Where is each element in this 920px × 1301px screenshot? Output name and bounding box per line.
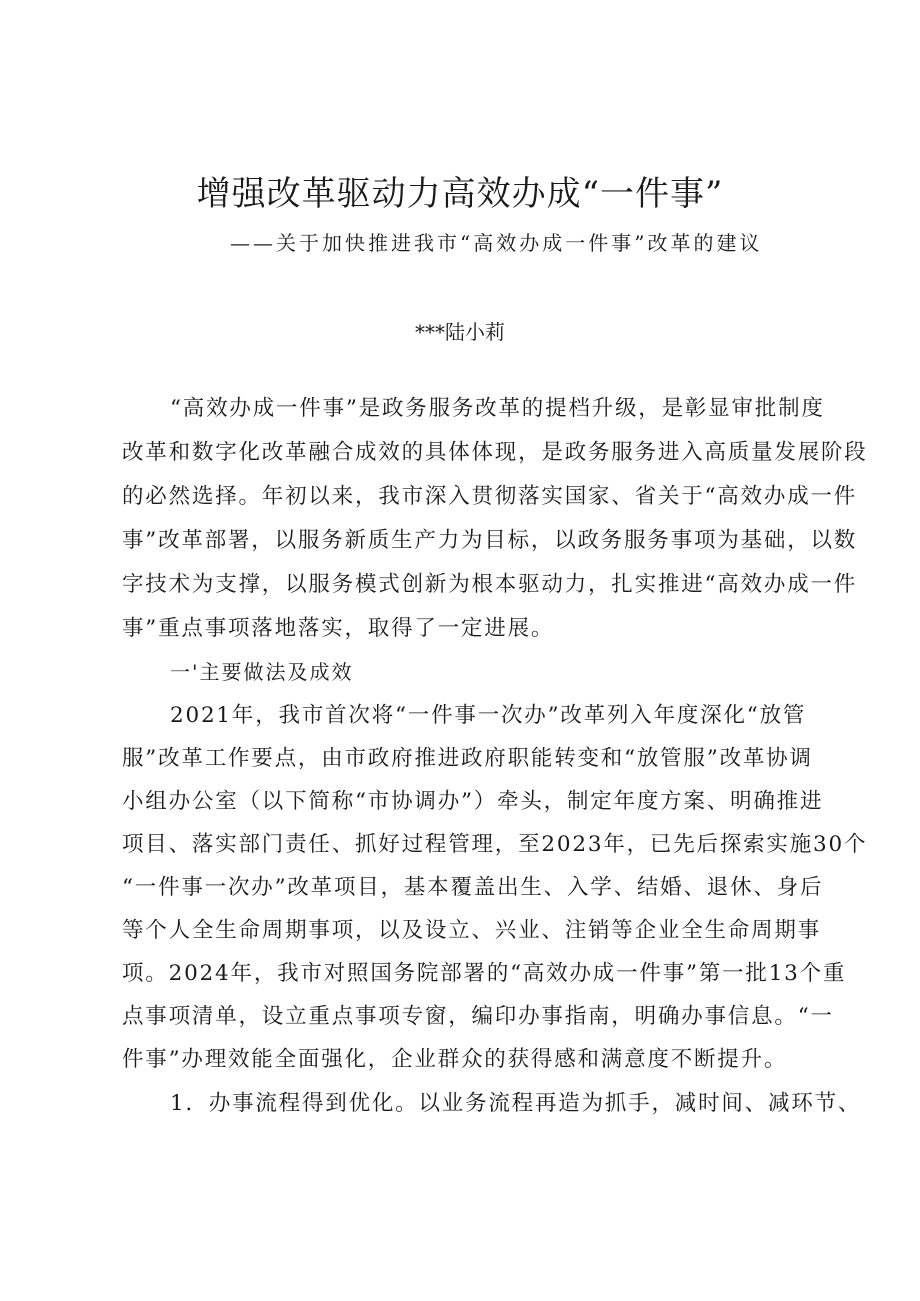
paragraph-line: 改革和数字化改革融合成效的具体体现，是政务服务进入高质量发展阶段 — [122, 440, 868, 465]
paragraph-line: 件事”办理效能全面强化，企业群众的获得感和满意度不断提升。 — [122, 1047, 788, 1072]
document-subtitle: ——关于加快推进我市“高效办成一件事”改革的建议 — [230, 231, 763, 255]
paragraph-line: 的必然选择。年初以来，我市深入贯彻落实国家、省关于“高效办成一件 — [122, 484, 858, 509]
paragraph-line: “一件事一次办”改革项目，基本覆盖出生、入学、结婚、退休、身后 — [122, 875, 824, 900]
paragraph-line: 事”改革部署，以服务新质生产力为目标，以政务服务事项为基础，以数 — [122, 528, 858, 553]
paragraph-line: 等个人全生命周期事项，以及设立、兴业、注销等企业全生命周期事 — [122, 918, 822, 943]
author-line: ***陆小莉 — [415, 320, 505, 344]
paragraph-line: 事”重点事项落地落实，取得了一定进展。 — [122, 616, 555, 641]
paragraph-line: 项目、落实部门责任、抓好过程管理，至2023年，已先后探索实施30个 — [122, 832, 868, 857]
paragraph-line: “高效办成一件事”是政务服务改革的提档升级，是彰显审批制度 — [170, 396, 825, 421]
paragraph-line: 点事项清单，设立重点事项专窗，编印办事指南，明确办事信息。“一 — [122, 1004, 834, 1029]
paragraph-line: 项。2024年，我市对照国务院部署的“高效办成一件事”第一批13个重 — [122, 961, 847, 986]
document-title: 增强改革驱动力高效办成“一件事” — [196, 174, 724, 214]
section-heading: 一'主要做法及成效 — [170, 660, 354, 684]
paragraph-line: 1．办事流程得到优化。以业务流程再造为抓手，减时间、减环节、 — [170, 1091, 862, 1116]
paragraph-line: 服”改革工作要点，由市政府推进政府职能转变和“放管服”改革协调 — [122, 746, 813, 771]
paragraph-line: 小组办公室（以下简称“市协调办”）牵头，制定年度方案、明确推进 — [122, 789, 824, 814]
paragraph-line: 字技术为支撑，以服务模式创新为根本驱动力，扎实推进“高效办成一件 — [122, 572, 858, 597]
paragraph-line: 2021年，我市首次将“一件事一次办”改革列入年度深化“放管 — [170, 703, 807, 728]
